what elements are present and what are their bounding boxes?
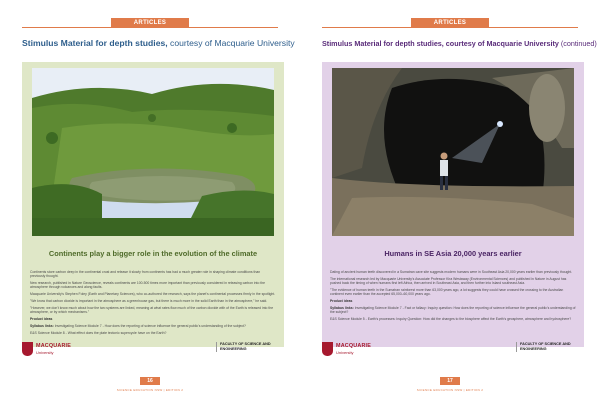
faculty-label: FACULTY OF SCIENCE AND ENGINEERING — [516, 342, 578, 352]
right-page — [300, 0, 600, 400]
paragraph: "We know that carbon dioxide is important in the atmosphere as a greenhouse gas, but there is much more in the solid Earth than in the atmosphere," he said. — [30, 299, 268, 304]
cave-photo — [332, 68, 574, 236]
header-rule — [22, 27, 278, 28]
shield-icon — [22, 342, 33, 356]
shield-icon — [322, 342, 333, 356]
page-footer — [22, 338, 278, 362]
page-title-rest: courtesy of Macquarie University — [167, 38, 295, 48]
page-title — [322, 38, 597, 49]
paragraph: Continents store carbon deep in the continental crust and release it slowly from continents has had a much greater role in shaping climate conditions than previously thought. — [30, 270, 261, 279]
article-panel — [22, 62, 284, 347]
articles-tab: ARTICLES — [411, 18, 489, 28]
page-title-bold: Stimulus Material for depth studies, courtesy of Macquarie University — [322, 39, 559, 48]
crater-lake-illustration — [32, 68, 274, 236]
macquarie-logo — [322, 342, 382, 360]
publication-footer: SCIENCE EDUCATION NSW | EDITION 2 — [416, 388, 484, 392]
page-title-rest: (continued) — [558, 39, 597, 48]
article-title: Continents play a bigger role in the evolution of the climate — [48, 249, 258, 258]
syllabus-links — [30, 324, 276, 328]
syllabus-links-2: E&S Science Module 5 - Earth's processes: Inquiry Question: How did the changes to the biosphere affect the Earth's geosphere, atmosphere and hydrosphere? — [330, 317, 572, 322]
page-number: 17 — [440, 377, 460, 385]
paragraph: The international research led by Macquarie University's Associate Professor Kira Westaway (Environmental Sciences) and published in Nature in August has pushed back the timing of when humans first left Africa, then arrived in Southeast Asia, and then further into Island southeast Asia. — [330, 276, 567, 286]
paragraph: Dating of ancient human teeth discovered in a Sumatran cave site suggests modern humans were in Southeast Asia 20,000 years earlier than previously thought. — [330, 270, 573, 274]
syllabus-links-2: E&S Science Module 8 - What effect does the plate tectonic supercycle have on the Earth? — [30, 331, 167, 336]
logo-wordmark: MACQUARIE — [36, 343, 72, 349]
article-title: Humans in SE Asia 20,000 years earlier — [384, 249, 522, 258]
crater-lake-photo — [32, 68, 274, 236]
paragraph: "However, we don't know much about how the two systems are linked, meaning at what rates flow much of the carbon dioxide with of the Earth is released into the atmosphere, or by which mechanisms." — [30, 306, 274, 315]
syllabus-label: Syllabus links: — [330, 306, 354, 311]
paragraph: New research, published in Nature Geoscience, reveals continents are 100-500 times more important than previously considered in releasing carbon into the atmosphere through volcanoes and along faults. — [30, 281, 266, 290]
logo-wordmark: MACQUARIE — [336, 343, 372, 349]
cave-illustration — [332, 68, 574, 236]
syllabus-links — [330, 306, 576, 315]
page-title — [22, 38, 295, 49]
product-ideas-heading: Product ideas — [330, 299, 353, 304]
syllabus-label: Syllabus links: — [30, 324, 54, 329]
product-ideas-heading: Product ideas — [30, 317, 53, 322]
header-rule — [322, 27, 578, 28]
paragraph: "The evidence of human teeth in the Sumatran rainforest more than 63,000 years ago, a lot suggests they could have crossed the crossing to the Australian continent even earlier than the accepted 65,000–60,000 years ago. — [330, 288, 564, 297]
publication-footer: SCIENCE EDUCATION NSW | EDITION 2 — [116, 388, 184, 392]
logo-subtitle: University — [36, 350, 54, 355]
article-body — [30, 270, 276, 338]
page-footer — [322, 338, 578, 362]
syllabus-text: Investigating Science Module 7 - How does the reporting of science influence the general public's understanding of the subject? — [53, 324, 246, 329]
articles-tab: ARTICLES — [111, 18, 189, 28]
article-panel — [322, 62, 584, 347]
macquarie-logo — [22, 342, 82, 360]
logo-subtitle: University — [336, 350, 354, 355]
article-body — [330, 270, 576, 324]
syllabus-text: Investigating Science Module 7 - Fact or fallacy: Inquiry question: How does the reporting of science influence the general public's understanding of the subject? — [330, 306, 576, 315]
paragraph: Macquarie University's Stephen Foley (Earth and Planetary Sciences), who co-authored the research, says the planet's continental processes firmly in the spotlight. — [30, 292, 276, 297]
page-number: 16 — [140, 377, 160, 385]
page-title-bold: Stimulus Material for depth studies, — [22, 38, 168, 48]
faculty-label: FACULTY OF SCIENCE AND ENGINEERING — [216, 342, 278, 352]
